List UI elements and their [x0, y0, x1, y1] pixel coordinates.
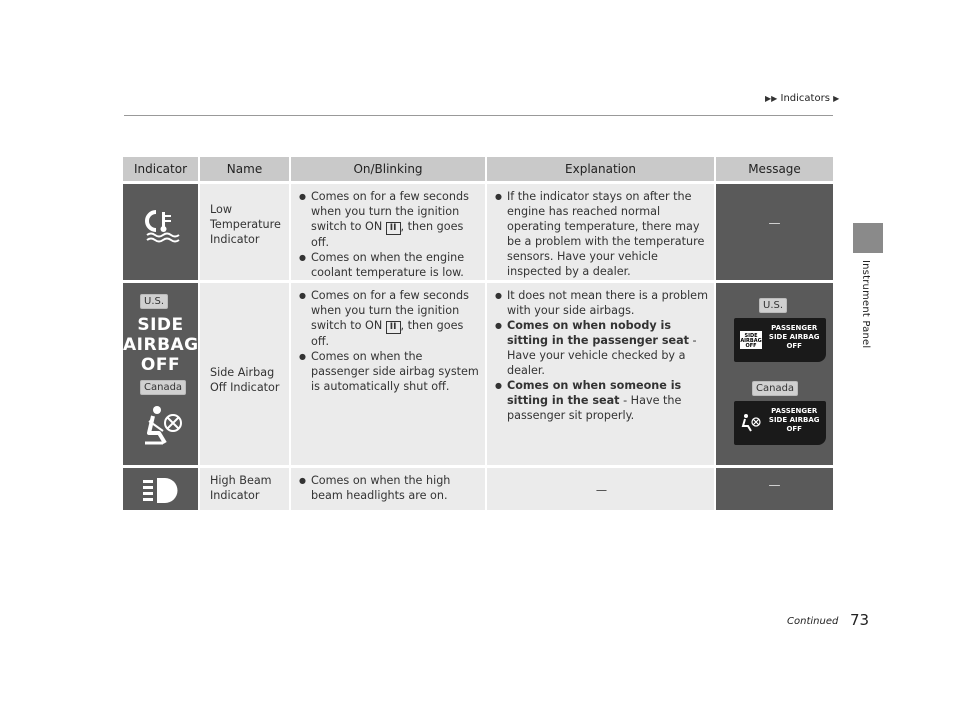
- svg-text:SIDE: SIDE: [743, 333, 758, 339]
- message-dash: —: [768, 478, 781, 492]
- list-item: ● Comes on when the passenger side airbag system is automatically shut off.: [299, 349, 479, 394]
- header-divider: [124, 115, 833, 116]
- indicator-table: [123, 157, 833, 510]
- region-tag-us: U.S.: [759, 298, 787, 313]
- table-header-row: [123, 157, 833, 181]
- table-row: [123, 181, 833, 280]
- indicator-name: High Beam Indicator: [200, 465, 291, 510]
- region-tag-canada: Canada: [140, 380, 186, 395]
- list-item: ● Comes on when nobody is sitting in the passenger seat - Have your vehicle checked by a dealer.: [495, 318, 708, 378]
- passenger-airbag-message-canada: PASSENGER SIDE AIRBAG OFF: [734, 401, 826, 445]
- section-tab: [853, 223, 883, 253]
- side-airbag-off-mini-icon: [740, 331, 762, 349]
- svg-text:OFF: OFF: [744, 343, 757, 349]
- svg-text:AIRBAG: AIRBAG: [739, 338, 762, 344]
- list-item: ● Comes on for a few seconds when you turn the ignition switch to ON II , then goes off.: [299, 288, 479, 349]
- list-item: ● It does not mean there is a problem with your side airbags.: [495, 288, 708, 318]
- high-beam-icon: [139, 476, 183, 506]
- breadcrumb: [765, 93, 839, 104]
- message-cell: [716, 465, 833, 510]
- passenger-airbag-message-us: SIDE AIRBAG OFF PASSENGER SIDE AIRBAG OFF: [734, 318, 826, 362]
- passenger-seat-airbag-off-icon: [137, 401, 185, 449]
- list-item: ● Comes on when the engine coolant temperature is low.: [299, 250, 479, 280]
- triangle-right-icon: ▶: [833, 94, 840, 103]
- list-item: ● If the indicator stays on after the engine has reached normal operating temperature, there may be a problem with the temperature sensors. Have your vehicle inspected by a dealer.: [495, 189, 708, 279]
- ignition-key-icon: II: [386, 321, 401, 334]
- table-row: [123, 280, 833, 465]
- on-blinking-cell: [291, 465, 487, 510]
- on-blinking-cell: [291, 280, 487, 465]
- explanation-dash: —: [595, 484, 608, 497]
- list-item: ● Comes on when someone is sitting in the seat - Have the passenger sit properly.: [495, 378, 708, 423]
- region-tag-canada: Canada: [752, 381, 798, 396]
- column-header: On/Blinking: [291, 157, 487, 181]
- explanation-cell: [487, 465, 716, 510]
- triangle-right-icon: ▶▶: [765, 94, 778, 103]
- column-header: Message: [716, 157, 833, 181]
- section-label: Instrument Panel: [860, 260, 871, 349]
- message-cell: [716, 181, 833, 280]
- explanation-cell: [487, 181, 716, 280]
- explanation-cell: [487, 280, 716, 465]
- list-item: ● Comes on for a few seconds when you turn the ignition switch to ON II , then goes off.: [299, 189, 479, 250]
- message-cell: [716, 280, 833, 465]
- region-tag-us: U.S.: [140, 294, 168, 309]
- on-blinking-cell: [291, 181, 487, 280]
- message-dash: —: [768, 216, 781, 230]
- column-header: Name: [200, 157, 291, 181]
- indicator-cell: [123, 280, 200, 465]
- indicator-name: Side Airbag Off Indicator: [200, 280, 291, 465]
- indicator-name: Low Temperature Indicator: [200, 181, 291, 280]
- indicator-cell: [123, 181, 200, 280]
- low-temperature-icon: [141, 204, 181, 244]
- table-row: [123, 465, 833, 510]
- breadcrumb-label: Indicators: [780, 93, 830, 104]
- ignition-key-icon: II: [386, 222, 401, 235]
- page-number: 73: [850, 611, 870, 629]
- passenger-seat-airbag-off-mini-icon: [740, 413, 762, 433]
- side-airbag-off-icon: SIDE AIRBAG OFF: [123, 315, 199, 375]
- list-item: ● Comes on when the high beam headlights are on.: [299, 473, 479, 503]
- continued-label: Continued: [787, 616, 839, 627]
- column-header: Explanation: [487, 157, 716, 181]
- indicator-cell: [123, 465, 200, 510]
- column-header: Indicator: [123, 157, 200, 181]
